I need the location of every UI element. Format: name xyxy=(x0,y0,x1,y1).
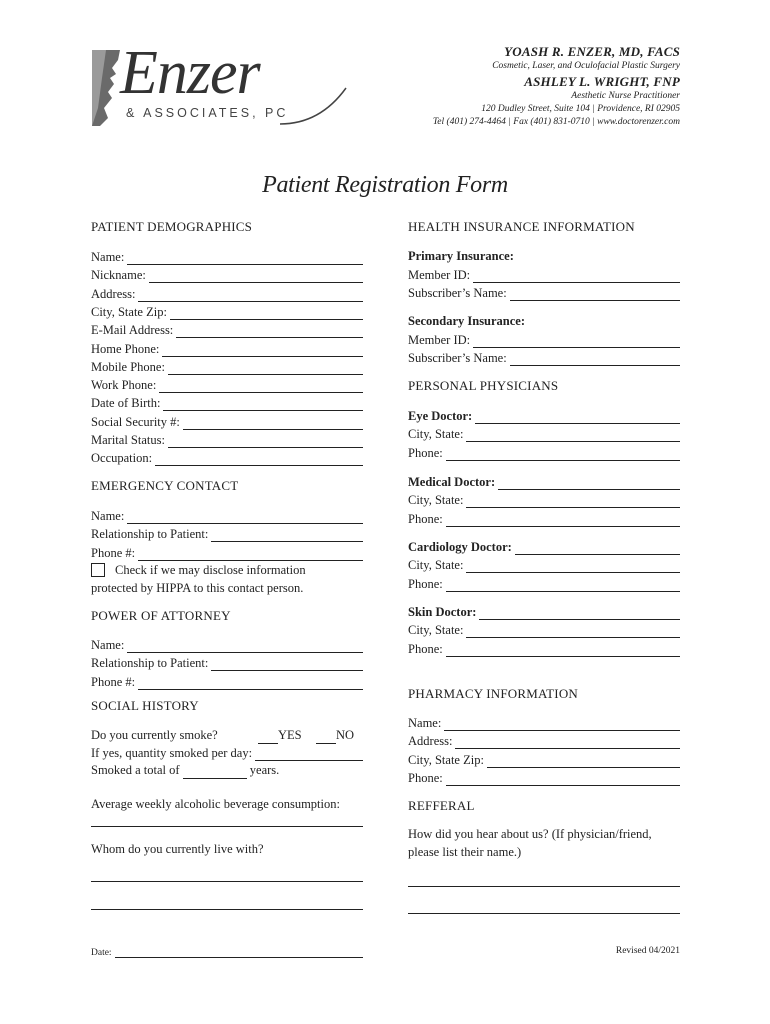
eye-doctor-label: Eye Doctor: xyxy=(408,409,473,423)
primary-member-id-label: Member ID: xyxy=(408,268,471,282)
demographics-field-0[interactable] xyxy=(91,247,363,265)
revised-note: Revised 04/2021 xyxy=(615,946,680,956)
secondary-subscriber-label: Subscriber’s Name: xyxy=(408,351,507,365)
pharmacy-field-3-label: Phone: xyxy=(408,770,443,785)
skin-doctor-phone-label: Phone: xyxy=(408,641,443,656)
emergency-field-2-label: Phone #: xyxy=(91,545,136,560)
eye-doctor-phone-label: Phone: xyxy=(408,445,443,460)
demographics-field-10-label: Marital Status: xyxy=(91,433,165,447)
secondary-subscriber[interactable] xyxy=(408,348,680,366)
medical-doctor-phone[interactable] xyxy=(408,509,680,527)
clinic-contact: Tel (401) 274-4464 | Fax (401) 831-0710 | www.doctorenzer.com xyxy=(432,117,680,127)
smoke-question: Do you currently smoke? xyxy=(91,728,218,742)
demographics-field-1-label: Nickname: xyxy=(91,268,146,283)
attorney-field-2[interactable] xyxy=(91,672,363,690)
primary-subscriber[interactable] xyxy=(408,283,680,301)
medical-doctor-city-state[interactable] xyxy=(408,490,680,508)
demographics-field-6[interactable] xyxy=(91,357,363,375)
doctor1-title: Cosmetic, Laser, and Oculofacial Plastic Surgery xyxy=(492,61,680,71)
demographics-field-4[interactable] xyxy=(91,320,363,338)
attorney-field-0[interactable] xyxy=(91,635,363,653)
doctor2-name: ASHLEY L. WRIGHT, FNP xyxy=(524,74,680,89)
demographics-field-11[interactable] xyxy=(91,448,363,466)
cardiology-doctor-phone[interactable] xyxy=(408,574,680,592)
cardiology-doctor[interactable] xyxy=(408,537,680,555)
pharmacy-field-2[interactable] xyxy=(408,750,680,768)
date-label: Date: xyxy=(91,948,112,958)
referral-line-2[interactable] xyxy=(408,912,680,914)
demographics-field-8[interactable] xyxy=(91,393,363,411)
demographics-field-6-label: Mobile Phone: xyxy=(91,359,165,374)
primary-member-id[interactable] xyxy=(408,265,680,283)
logo-main: Enzer xyxy=(120,39,260,107)
demographics-field-0-label: Name: xyxy=(91,250,125,264)
smoked-total-row[interactable] xyxy=(91,761,279,779)
secondary-insurance-label: Secondary Insurance: xyxy=(408,314,526,328)
medical-doctor[interactable] xyxy=(408,472,680,490)
skin-doctor[interactable] xyxy=(408,602,680,620)
medical-doctor-city-state-label: City, State: xyxy=(408,493,464,508)
alcohol-question: Average weekly alcoholic beverage consumption: xyxy=(91,797,340,811)
live-with-line-1[interactable] xyxy=(91,880,363,882)
demographics-field-7-label: Work Phone: xyxy=(91,378,157,393)
logo-sub: & ASSOCIATES, PC xyxy=(126,106,289,120)
physicians-heading: PERSONAL PHYSICIANS xyxy=(408,378,559,393)
demographics-field-4-label: E-Mail Address: xyxy=(91,323,174,338)
referral-question-2: please list their name.) xyxy=(408,845,522,859)
pharmacy-field-0-label: Name: xyxy=(408,716,442,730)
eye-doctor-city-state-label: City, State: xyxy=(408,427,464,442)
emergency-heading: EMERGENCY CONTACT xyxy=(91,478,239,493)
cardiology-doctor-label: Cardiology Doctor: xyxy=(408,540,512,554)
demographics-heading: PATIENT DEMOGRAPHICS xyxy=(91,219,253,234)
demographics-field-5[interactable] xyxy=(91,339,363,357)
smoke-no-label: NO xyxy=(336,728,355,742)
skin-doctor-city-state[interactable] xyxy=(408,620,680,638)
hipaa-checkbox[interactable] xyxy=(91,563,105,577)
smoked-total-prefix: Smoked a total of xyxy=(91,763,180,777)
demographics-field-2-label: Address: xyxy=(91,286,136,301)
pharmacy-field-1[interactable] xyxy=(408,731,680,749)
quantity-row[interactable] xyxy=(91,743,363,761)
skin-doctor-label: Skin Doctor: xyxy=(408,605,477,619)
cardiology-doctor-city-state[interactable] xyxy=(408,555,680,573)
emergency-field-0[interactable] xyxy=(91,506,363,524)
date-field[interactable] xyxy=(91,944,363,958)
pharmacy-field-2-label: City, State Zip: xyxy=(408,752,484,767)
demographics-field-11-label: Occupation: xyxy=(91,451,153,466)
emergency-field-0-label: Name: xyxy=(91,509,125,523)
referral-question-1: How did you hear about us? (If physician/friend, xyxy=(408,827,652,841)
demographics-field-7[interactable] xyxy=(91,375,363,393)
primary-insurance-label: Primary Insurance: xyxy=(408,249,514,263)
live-with-question: Whom do you currently live with? xyxy=(91,842,264,856)
form-title: Patient Registration Form xyxy=(262,172,508,198)
eye-doctor-city-state[interactable] xyxy=(408,424,680,442)
eye-doctor[interactable] xyxy=(408,406,680,424)
alcohol-line[interactable] xyxy=(91,825,363,827)
live-with-line-2[interactable] xyxy=(91,908,363,910)
clinic-address: 120 Dudley Street, Suite 104 | Providence, RI 02905 xyxy=(481,104,680,114)
smoke-yes-field[interactable] xyxy=(258,726,302,744)
quantity-label: If yes, quantity smoked per day: xyxy=(91,746,253,760)
smoked-total-suffix: years. xyxy=(249,763,280,777)
cardiology-doctor-phone-label: Phone: xyxy=(408,576,443,591)
secondary-member-id-label: Member ID: xyxy=(408,333,471,347)
attorney-field-1[interactable] xyxy=(91,653,363,671)
skin-doctor-phone[interactable] xyxy=(408,639,680,657)
eye-doctor-phone[interactable] xyxy=(408,443,680,461)
attorney-field-2-label: Phone #: xyxy=(91,674,136,689)
demographics-field-2[interactable] xyxy=(91,284,363,302)
pharmacy-field-1-label: Address: xyxy=(408,734,453,749)
pharmacy-heading: PHARMACY INFORMATION xyxy=(408,686,579,701)
hipaa-text-1: Check if we may disclose information xyxy=(115,563,306,577)
emergency-field-1-label: Relationship to Patient: xyxy=(91,527,209,542)
demographics-field-9[interactable] xyxy=(91,412,363,430)
emergency-field-1[interactable] xyxy=(91,524,363,542)
skin-doctor-city-state-label: City, State: xyxy=(408,623,464,638)
demographics-field-3-label: City, State Zip: xyxy=(91,304,167,319)
demographics-field-8-label: Date of Birth: xyxy=(91,396,161,411)
smoke-yes-label: YES xyxy=(278,728,302,742)
referral-heading: REFFERAL xyxy=(408,798,475,813)
demographics-field-10[interactable] xyxy=(91,430,363,448)
pharmacy-field-3[interactable] xyxy=(408,768,680,786)
attorney-field-1-label: Relationship to Patient: xyxy=(91,656,209,671)
social-heading: SOCIAL HISTORY xyxy=(91,698,199,713)
primary-subscriber-label: Subscriber’s Name: xyxy=(408,286,507,300)
attorney-heading: POWER OF ATTORNEY xyxy=(91,608,231,623)
medical-doctor-label: Medical Doctor: xyxy=(408,475,496,489)
secondary-member-id[interactable] xyxy=(408,330,680,348)
pharmacy-field-0[interactable] xyxy=(408,713,680,731)
demographics-field-5-label: Home Phone: xyxy=(91,341,160,356)
insurance-heading: HEALTH INSURANCE INFORMATION xyxy=(408,219,635,234)
referral-line-1[interactable] xyxy=(408,885,680,887)
demographics-field-1[interactable] xyxy=(91,265,363,283)
smoke-no-field[interactable] xyxy=(316,726,354,744)
demographics-field-3[interactable] xyxy=(91,302,363,320)
doctor1-name: YOASH R. ENZER, MD, FACS xyxy=(504,44,680,59)
logo xyxy=(90,39,350,134)
cardiology-doctor-city-state-label: City, State: xyxy=(408,558,464,573)
doctor2-title: Aesthetic Nurse Practitioner xyxy=(571,91,680,101)
attorney-field-0-label: Name: xyxy=(91,638,125,652)
hipaa-text-2: protected by HIPPA to this contact person. xyxy=(91,581,304,595)
emergency-field-2[interactable] xyxy=(91,543,363,561)
medical-doctor-phone-label: Phone: xyxy=(408,511,443,526)
demographics-field-9-label: Social Security #: xyxy=(91,414,180,429)
logo-swoosh-icon xyxy=(280,84,350,129)
